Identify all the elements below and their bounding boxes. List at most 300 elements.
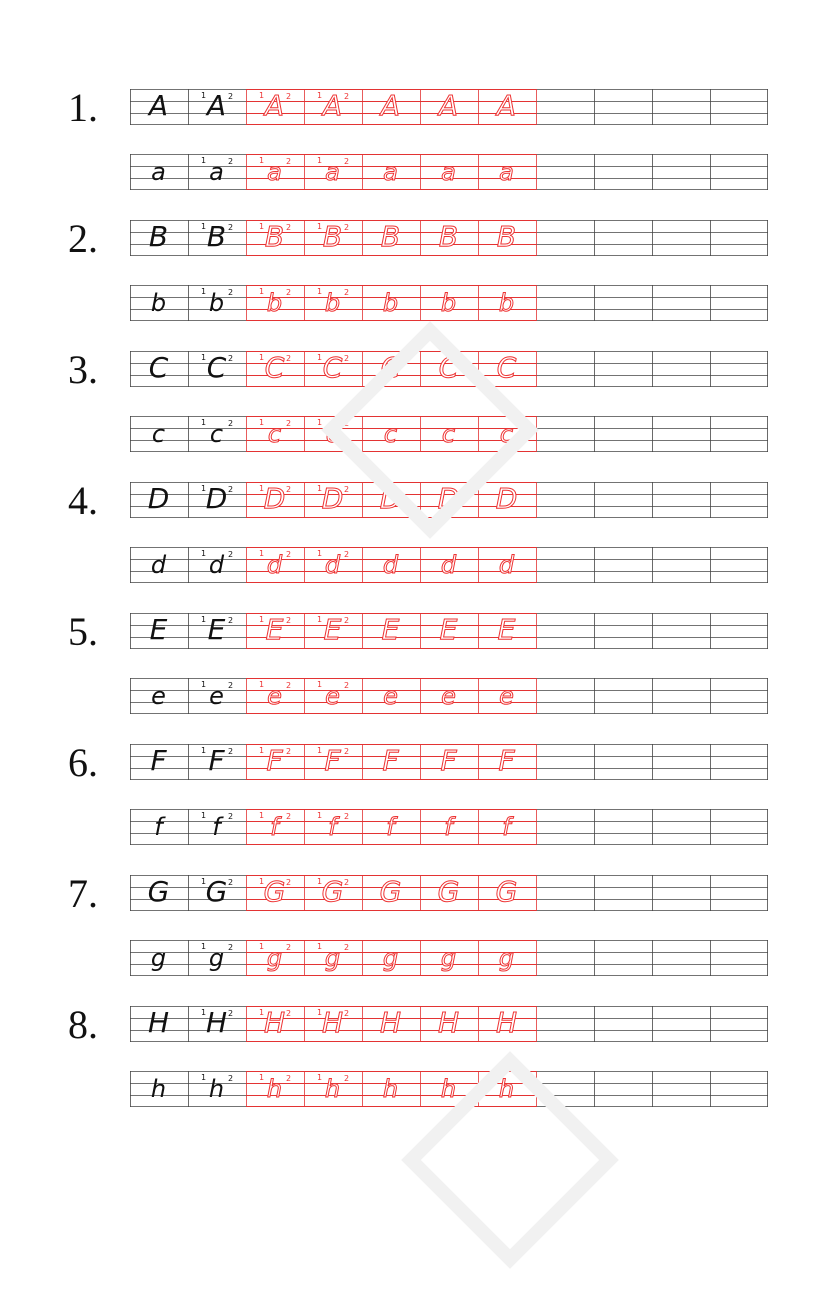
model-letter-cell xyxy=(130,285,187,321)
letter-glyph: G xyxy=(147,875,170,908)
letter-glyph: h xyxy=(498,1075,515,1103)
trace-letter-cell xyxy=(304,416,361,452)
model-letter-cell xyxy=(130,875,187,911)
lesson-number: 4. xyxy=(68,478,98,523)
stroke-order-hint: 2 xyxy=(286,419,292,428)
letter-glyph: e xyxy=(209,682,224,710)
blank-writing-cell[interactable] xyxy=(710,940,767,976)
trace-letter-cell xyxy=(478,875,535,911)
letter-glyph: F xyxy=(498,744,515,777)
watermark-emblem xyxy=(380,1030,640,1290)
blank-writing-cell[interactable] xyxy=(652,875,709,911)
trace-letter-cell xyxy=(420,89,477,125)
trace-letter-cell xyxy=(304,744,361,780)
blank-writing-cell[interactable] xyxy=(710,351,767,387)
blank-writing-cell[interactable] xyxy=(594,416,651,452)
stroke-guide-cell xyxy=(188,89,245,125)
blank-writing-cell[interactable] xyxy=(652,613,709,649)
uppercase-practice-row xyxy=(130,744,768,780)
letter-glyph: h xyxy=(208,1075,225,1103)
letter-glyph: E xyxy=(439,613,458,646)
trace-letter-cell xyxy=(246,940,303,976)
trace-letter-cell xyxy=(478,482,535,518)
letter-glyph: g xyxy=(266,944,283,972)
stroke-order-hint: 2 xyxy=(228,485,234,494)
stroke-order-hint: 1 xyxy=(201,156,207,165)
blank-writing-cell[interactable] xyxy=(652,351,709,387)
stroke-guide-cell xyxy=(188,744,245,780)
blank-writing-cell[interactable] xyxy=(710,875,767,911)
letter-glyph: F xyxy=(324,744,341,777)
blank-writing-cell[interactable] xyxy=(710,482,767,518)
stroke-order-hint: 1 xyxy=(317,942,323,951)
stroke-order-hint: 1 xyxy=(201,484,207,493)
trace-letter-cell xyxy=(420,351,477,387)
stroke-order-hint: 1 xyxy=(259,353,265,362)
trace-letter-cell xyxy=(420,678,477,714)
stroke-order-hint: 1 xyxy=(259,222,265,231)
letter-glyph: A xyxy=(438,89,459,122)
trace-letter-cell xyxy=(420,875,477,911)
blank-writing-cell[interactable] xyxy=(536,154,593,190)
blank-writing-cell[interactable] xyxy=(710,416,767,452)
blank-writing-cell[interactable] xyxy=(710,547,767,583)
blank-writing-cell[interactable] xyxy=(652,220,709,256)
model-letter-cell xyxy=(130,809,187,845)
blank-writing-cell[interactable] xyxy=(710,744,767,780)
letter-glyph: H xyxy=(321,1006,344,1039)
trace-letter-cell xyxy=(478,285,535,321)
letter-glyph: a xyxy=(325,158,340,186)
stroke-order-hint: 2 xyxy=(344,1074,350,1083)
blank-writing-cell[interactable] xyxy=(536,285,593,321)
stroke-order-hint: 2 xyxy=(228,812,234,821)
blank-writing-cell[interactable] xyxy=(536,875,593,911)
trace-letter-cell xyxy=(246,89,303,125)
letter-glyph: A xyxy=(264,89,285,122)
stroke-order-hint: 2 xyxy=(344,681,350,690)
stroke-order-hint: 1 xyxy=(317,287,323,296)
stroke-order-hint: 1 xyxy=(259,418,265,427)
letter-glyph: a xyxy=(151,158,166,186)
trace-letter-cell xyxy=(362,285,419,321)
stroke-order-hint: 2 xyxy=(228,223,234,232)
stroke-order-hint: 2 xyxy=(228,92,234,101)
blank-writing-cell[interactable] xyxy=(652,678,709,714)
stroke-order-hint: 1 xyxy=(317,418,323,427)
trace-letter-cell xyxy=(304,285,361,321)
blank-writing-cell[interactable] xyxy=(536,940,593,976)
blank-writing-cell[interactable] xyxy=(536,809,593,845)
stroke-order-hint: 2 xyxy=(286,943,292,952)
blank-writing-cell[interactable] xyxy=(536,482,593,518)
trace-letter-cell xyxy=(420,482,477,518)
stroke-order-hint: 2 xyxy=(344,223,350,232)
blank-writing-cell[interactable] xyxy=(652,89,709,125)
model-letter-cell xyxy=(130,220,187,256)
stroke-order-hint: 1 xyxy=(317,156,323,165)
blank-writing-cell[interactable] xyxy=(652,482,709,518)
trace-letter-cell xyxy=(246,416,303,452)
blank-writing-cell[interactable] xyxy=(652,547,709,583)
blank-writing-cell[interactable] xyxy=(536,744,593,780)
trace-letter-cell xyxy=(420,613,477,649)
stroke-guide-cell xyxy=(188,547,245,583)
blank-writing-cell[interactable] xyxy=(710,285,767,321)
letter-glyph: H xyxy=(437,1006,460,1039)
stroke-guide-cell xyxy=(188,1071,245,1107)
stroke-order-hint: 1 xyxy=(317,615,323,624)
stroke-order-hint: 2 xyxy=(228,157,234,166)
stroke-order-hint: 2 xyxy=(228,878,234,887)
letter-glyph: H xyxy=(495,1006,518,1039)
stroke-order-hint: 1 xyxy=(259,746,265,755)
blank-writing-cell[interactable] xyxy=(652,940,709,976)
letter-glyph: G xyxy=(263,875,286,908)
letter-glyph: c xyxy=(151,420,166,448)
trace-letter-cell xyxy=(420,809,477,845)
letter-glyph: C xyxy=(206,351,227,384)
trace-letter-cell xyxy=(478,1006,535,1042)
blank-writing-cell[interactable] xyxy=(536,220,593,256)
blank-writing-cell[interactable] xyxy=(652,154,709,190)
trace-letter-cell xyxy=(478,416,535,452)
stroke-order-hint: 2 xyxy=(344,157,350,166)
letter-glyph: H xyxy=(379,1006,402,1039)
letter-glyph: E xyxy=(149,613,168,646)
lowercase-practice-row xyxy=(130,940,768,976)
letter-glyph: E xyxy=(323,613,342,646)
blank-writing-cell[interactable] xyxy=(536,351,593,387)
stroke-order-hint: 2 xyxy=(286,616,292,625)
letter-glyph: F xyxy=(440,744,457,777)
trace-letter-cell xyxy=(362,1006,419,1042)
stroke-order-hint: 1 xyxy=(201,91,207,100)
stroke-order-hint: 2 xyxy=(286,223,292,232)
stroke-order-hint: 1 xyxy=(259,811,265,820)
letter-glyph: g xyxy=(208,944,225,972)
trace-letter-cell xyxy=(478,744,535,780)
stroke-order-hint: 1 xyxy=(317,222,323,231)
blank-writing-cell[interactable] xyxy=(710,89,767,125)
stroke-order-hint: 2 xyxy=(286,681,292,690)
letter-glyph: F xyxy=(266,744,283,777)
stroke-order-hint: 2 xyxy=(286,747,292,756)
stroke-order-hint: 1 xyxy=(201,222,207,231)
trace-letter-cell xyxy=(420,220,477,256)
blank-writing-cell[interactable] xyxy=(536,678,593,714)
lesson-number: 2. xyxy=(68,216,98,261)
stroke-order-hint: 1 xyxy=(259,156,265,165)
lesson-number: 1. xyxy=(68,85,98,130)
stroke-order-hint: 2 xyxy=(286,550,292,559)
blank-writing-cell[interactable] xyxy=(594,875,651,911)
trace-letter-cell xyxy=(362,154,419,190)
trace-letter-cell xyxy=(478,678,535,714)
letter-glyph: C xyxy=(438,351,459,384)
trace-letter-cell xyxy=(362,89,419,125)
stroke-order-hint: 2 xyxy=(228,354,234,363)
stroke-order-hint: 1 xyxy=(317,1073,323,1082)
letter-glyph: D xyxy=(379,482,402,515)
trace-letter-cell xyxy=(304,875,361,911)
stroke-order-hint: 1 xyxy=(317,877,323,886)
stroke-order-hint: 1 xyxy=(259,1008,265,1017)
trace-letter-cell xyxy=(304,613,361,649)
blank-writing-cell[interactable] xyxy=(652,744,709,780)
letter-glyph: d xyxy=(150,551,167,579)
letter-glyph: e xyxy=(151,682,166,710)
stroke-order-hint: 1 xyxy=(201,811,207,820)
stroke-order-hint: 2 xyxy=(286,1009,292,1018)
stroke-guide-cell xyxy=(188,220,245,256)
uppercase-practice-row xyxy=(130,1006,768,1042)
trace-letter-cell xyxy=(420,1071,477,1107)
stroke-order-hint: 1 xyxy=(201,615,207,624)
letter-glyph: B xyxy=(148,220,169,253)
letter-glyph: C xyxy=(264,351,285,384)
letter-glyph: f xyxy=(212,813,221,841)
trace-letter-cell xyxy=(420,547,477,583)
letter-glyph: a xyxy=(499,158,514,186)
letter-glyph: C xyxy=(380,351,401,384)
letter-glyph: f xyxy=(386,813,395,841)
trace-letter-cell xyxy=(478,220,535,256)
blank-writing-cell[interactable] xyxy=(536,1006,593,1042)
stroke-order-hint: 2 xyxy=(228,681,234,690)
letter-glyph: d xyxy=(382,551,399,579)
letter-glyph: c xyxy=(383,420,398,448)
stroke-guide-cell xyxy=(188,1006,245,1042)
letter-glyph: b xyxy=(208,289,225,317)
lesson-number: 8. xyxy=(68,1002,98,1047)
letter-glyph: D xyxy=(437,482,460,515)
blank-writing-cell[interactable] xyxy=(594,1071,651,1107)
trace-letter-cell xyxy=(478,809,535,845)
blank-writing-cell[interactable] xyxy=(594,613,651,649)
letter-glyph: g xyxy=(150,944,167,972)
letter-glyph: D xyxy=(495,482,518,515)
blank-writing-cell[interactable] xyxy=(652,1071,709,1107)
lesson-number: 3. xyxy=(68,347,98,392)
letter-glyph: e xyxy=(499,682,514,710)
blank-writing-cell[interactable] xyxy=(594,678,651,714)
blank-writing-cell[interactable] xyxy=(594,89,651,125)
letter-glyph: G xyxy=(379,875,402,908)
blank-writing-cell[interactable] xyxy=(594,547,651,583)
trace-letter-cell xyxy=(246,678,303,714)
trace-letter-cell xyxy=(246,285,303,321)
lowercase-practice-row xyxy=(130,547,768,583)
model-letter-cell xyxy=(130,940,187,976)
stroke-order-hint: 2 xyxy=(344,747,350,756)
stroke-order-hint: 1 xyxy=(201,1008,207,1017)
uppercase-practice-row xyxy=(130,351,768,387)
letter-glyph: b xyxy=(382,289,399,317)
stroke-order-hint: 1 xyxy=(259,484,265,493)
blank-writing-cell[interactable] xyxy=(594,1006,651,1042)
blank-writing-cell[interactable] xyxy=(594,940,651,976)
trace-letter-cell xyxy=(246,1006,303,1042)
letter-glyph: C xyxy=(148,351,169,384)
letter-glyph: h xyxy=(150,1075,167,1103)
trace-letter-cell xyxy=(420,154,477,190)
blank-writing-cell[interactable] xyxy=(652,809,709,845)
stroke-order-hint: 2 xyxy=(344,812,350,821)
stroke-order-hint: 1 xyxy=(317,1008,323,1017)
blank-writing-cell[interactable] xyxy=(536,416,593,452)
letter-glyph: F xyxy=(208,744,225,777)
model-letter-cell xyxy=(130,1006,187,1042)
blank-writing-cell[interactable] xyxy=(710,613,767,649)
blank-writing-cell[interactable] xyxy=(594,482,651,518)
trace-letter-cell xyxy=(478,547,535,583)
blank-writing-cell[interactable] xyxy=(652,285,709,321)
blank-writing-cell[interactable] xyxy=(710,1006,767,1042)
blank-writing-cell[interactable] xyxy=(594,154,651,190)
letter-glyph: A xyxy=(206,89,227,122)
letter-glyph: A xyxy=(148,89,169,122)
letter-glyph: G xyxy=(205,875,228,908)
stroke-order-hint: 2 xyxy=(228,616,234,625)
trace-letter-cell xyxy=(246,351,303,387)
stroke-order-hint: 1 xyxy=(317,680,323,689)
letter-glyph: d xyxy=(266,551,283,579)
trace-letter-cell xyxy=(304,154,361,190)
letter-glyph: A xyxy=(496,89,517,122)
trace-letter-cell xyxy=(246,875,303,911)
lowercase-practice-row xyxy=(130,285,768,321)
letter-glyph: e xyxy=(441,682,456,710)
stroke-order-hint: 2 xyxy=(344,943,350,952)
blank-writing-cell[interactable] xyxy=(594,744,651,780)
trace-letter-cell xyxy=(362,678,419,714)
letter-glyph: D xyxy=(263,482,286,515)
stroke-order-hint: 2 xyxy=(228,747,234,756)
blank-writing-cell[interactable] xyxy=(710,220,767,256)
blank-writing-cell[interactable] xyxy=(536,89,593,125)
trace-letter-cell xyxy=(304,482,361,518)
letter-glyph: B xyxy=(322,220,343,253)
stroke-order-hint: 1 xyxy=(201,877,207,886)
trace-letter-cell xyxy=(362,1071,419,1107)
trace-letter-cell xyxy=(362,809,419,845)
trace-letter-cell xyxy=(246,613,303,649)
model-letter-cell xyxy=(130,678,187,714)
stroke-order-hint: 2 xyxy=(228,1009,234,1018)
blank-writing-cell[interactable] xyxy=(594,809,651,845)
stroke-order-hint: 1 xyxy=(259,877,265,886)
letter-glyph: C xyxy=(496,351,517,384)
blank-writing-cell[interactable] xyxy=(652,1006,709,1042)
letter-glyph: b xyxy=(324,289,341,317)
trace-letter-cell xyxy=(246,220,303,256)
blank-writing-cell[interactable] xyxy=(710,154,767,190)
trace-letter-cell xyxy=(304,678,361,714)
letter-glyph: c xyxy=(267,420,282,448)
stroke-order-hint: 1 xyxy=(259,942,265,951)
letter-glyph: H xyxy=(263,1006,286,1039)
uppercase-practice-row xyxy=(130,220,768,256)
stroke-order-hint: 1 xyxy=(317,549,323,558)
trace-letter-cell xyxy=(304,1006,361,1042)
model-letter-cell xyxy=(130,547,187,583)
blank-writing-cell[interactable] xyxy=(652,416,709,452)
blank-writing-cell[interactable] xyxy=(710,809,767,845)
letter-glyph: B xyxy=(206,220,227,253)
trace-letter-cell xyxy=(420,940,477,976)
stroke-order-hint: 1 xyxy=(201,1073,207,1082)
trace-letter-cell xyxy=(362,744,419,780)
letter-glyph: B xyxy=(438,220,459,253)
blank-writing-cell[interactable] xyxy=(594,220,651,256)
letter-glyph: g xyxy=(440,944,457,972)
trace-letter-cell xyxy=(246,744,303,780)
letter-glyph: c xyxy=(499,420,514,448)
letter-glyph: h xyxy=(266,1075,283,1103)
model-letter-cell xyxy=(130,482,187,518)
letter-glyph: d xyxy=(324,551,341,579)
trace-letter-cell xyxy=(362,482,419,518)
letter-glyph: e xyxy=(383,682,398,710)
blank-writing-cell[interactable] xyxy=(594,285,651,321)
blank-writing-cell[interactable] xyxy=(536,1071,593,1107)
blank-writing-cell[interactable] xyxy=(710,1071,767,1107)
trace-letter-cell xyxy=(420,744,477,780)
blank-writing-cell[interactable] xyxy=(594,351,651,387)
letter-glyph: f xyxy=(270,813,279,841)
stroke-order-hint: 2 xyxy=(228,419,234,428)
stroke-order-hint: 1 xyxy=(259,1073,265,1082)
stroke-order-hint: 1 xyxy=(259,549,265,558)
trace-letter-cell xyxy=(304,220,361,256)
blank-writing-cell[interactable] xyxy=(710,678,767,714)
stroke-guide-cell xyxy=(188,154,245,190)
trace-letter-cell xyxy=(304,940,361,976)
stroke-order-hint: 2 xyxy=(344,878,350,887)
trace-letter-cell xyxy=(246,482,303,518)
uppercase-practice-row xyxy=(130,89,768,125)
letter-glyph: G xyxy=(321,875,344,908)
letter-glyph: G xyxy=(437,875,460,908)
stroke-order-hint: 2 xyxy=(286,157,292,166)
stroke-order-hint: 2 xyxy=(228,550,234,559)
trace-letter-cell xyxy=(478,940,535,976)
stroke-order-hint: 2 xyxy=(344,550,350,559)
trace-letter-cell xyxy=(478,351,535,387)
stroke-guide-cell xyxy=(188,285,245,321)
stroke-guide-cell xyxy=(188,613,245,649)
letter-glyph: D xyxy=(205,482,228,515)
trace-letter-cell xyxy=(420,416,477,452)
trace-letter-cell xyxy=(246,154,303,190)
blank-writing-cell[interactable] xyxy=(536,547,593,583)
trace-letter-cell xyxy=(478,1071,535,1107)
stroke-order-hint: 2 xyxy=(228,1074,234,1083)
lesson-number: 5. xyxy=(68,609,98,654)
trace-letter-cell xyxy=(420,285,477,321)
stroke-order-hint: 1 xyxy=(259,91,265,100)
letter-glyph: D xyxy=(147,482,170,515)
stroke-order-hint: 2 xyxy=(344,485,350,494)
trace-letter-cell xyxy=(304,89,361,125)
stroke-order-hint: 1 xyxy=(201,287,207,296)
blank-writing-cell[interactable] xyxy=(536,613,593,649)
stroke-guide-cell xyxy=(188,875,245,911)
lesson-number: 6. xyxy=(68,740,98,785)
model-letter-cell xyxy=(130,613,187,649)
letter-glyph: f xyxy=(444,813,453,841)
